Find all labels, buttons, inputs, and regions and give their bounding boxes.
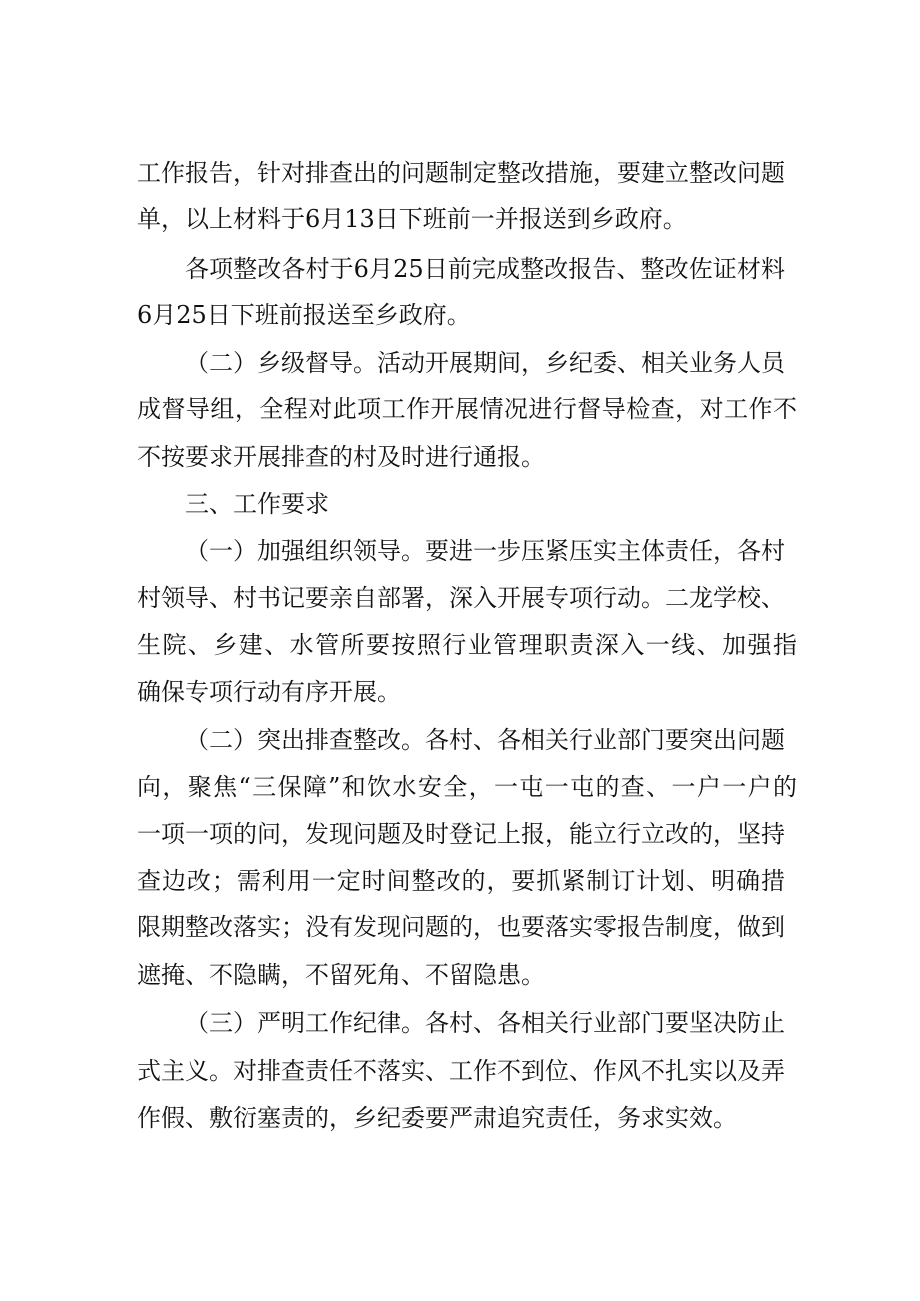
paragraph-line: 成督导组，全程对此项工作开展情况进行督导检查，对工作不 bbox=[137, 395, 797, 423]
paragraph-line: 遮掩、不隐瞒，不留死角、不留隐患。 bbox=[137, 961, 545, 989]
paragraph-line: （二）乡级督导。活动开展期间，乡纪委、相关业务人员 bbox=[185, 349, 785, 377]
paragraph-line: 限期整改落实；没有发现问题的，也要落实零报告制度，做到 bbox=[137, 913, 785, 941]
paragraph-line: 不按要求开展排查的村及时进行通报。 bbox=[137, 443, 545, 471]
paragraph-line: 工作报告，针对排查出的问题制定整改措施，要建立整改问题 bbox=[137, 159, 785, 187]
paragraph-line: 一项一项的问，发现问题及时登记上报，能立行立改的，坚持 bbox=[137, 820, 785, 848]
paragraph-line: 生院、乡建、水管所要按照行业管理职责深入一线、加强指 bbox=[137, 631, 797, 659]
section-heading: 三、工作要求 bbox=[185, 490, 329, 518]
paragraph-line: （一）加强组织领导。要进一步压紧压实主体责任，各村 bbox=[185, 537, 785, 565]
paragraph-line: 向，聚焦“三保障”和饮水安全，一屯一屯的查、一户一户的 bbox=[137, 773, 797, 801]
paragraph-line: 6月25日下班前报送至乡政府。 bbox=[137, 301, 471, 329]
paragraph-line: 作假、敷衍塞责的，乡纪委要严肃追究责任，务求实效。 bbox=[137, 1104, 737, 1132]
paragraph-line: 各项整改各村于6月25日前完成整改报告、整改佐证材料 bbox=[185, 255, 785, 283]
paragraph-line: 式主义。对排查责任不落实、工作不到位、作风不扎实以及弄 bbox=[137, 1057, 785, 1085]
paragraph-line: （二）突出排查整改。各村、各相关行业部门要突出问题 bbox=[185, 726, 785, 754]
paragraph-line: 确保专项行动有序开展。 bbox=[137, 678, 401, 706]
paragraph-line: 村领导、村书记要亲自部署，深入开展专项行动。二龙学校、 bbox=[137, 584, 785, 612]
paragraph-line: 查边改；需利用一定时间整改的，要抓紧制订计划、明确措 bbox=[137, 867, 785, 895]
paragraph-line: （三）严明工作纪律。各村、各相关行业部门要坚决防止 bbox=[185, 1009, 785, 1037]
paragraph-line: 单，以上材料于6月13日下班前一并报送到乡政府。 bbox=[137, 205, 687, 233]
